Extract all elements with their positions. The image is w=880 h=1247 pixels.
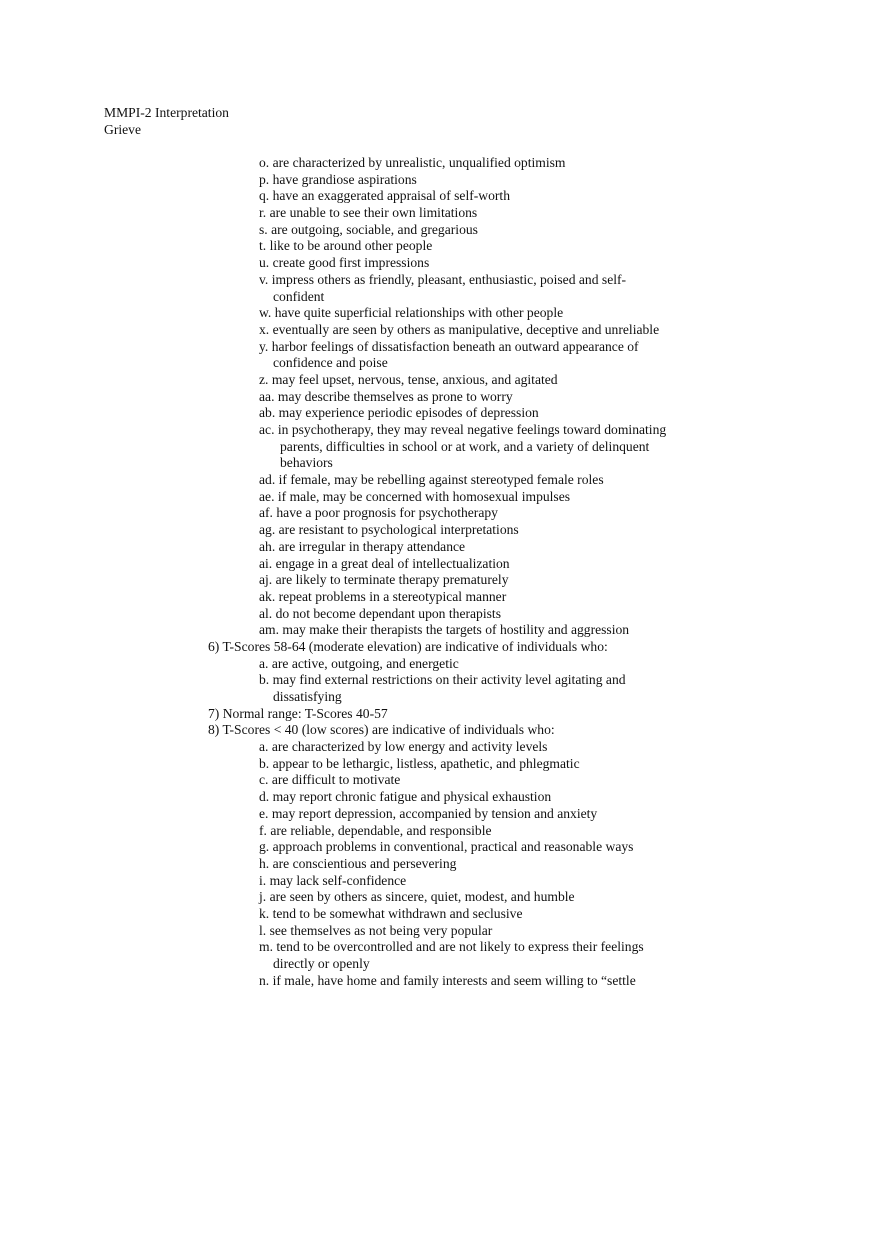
list-item-continuation: confidence and poise	[273, 355, 388, 371]
list-item: ah. are irregular in therapy attendance	[259, 538, 466, 554]
list-item: ab. may experience periodic episodes of depression	[259, 405, 539, 421]
list-item: aa. may describe themselves as prone to worry	[259, 388, 513, 404]
section-heading: 6) T-Scores 58-64 (moderate elevation) are indicative of individuals who:	[208, 638, 608, 654]
list-item: b. may find external restrictions on their activity level agitating and	[259, 672, 626, 688]
list-item: u. create good first impressions	[259, 255, 430, 271]
list-item: q. have an exaggerated appraisal of self-worth	[259, 188, 510, 204]
list-item: z. may feel upset, nervous, tense, anxious, and agitated	[259, 371, 558, 387]
list-item: r. are unable to see their own limitations	[259, 205, 478, 221]
list-item: m. tend to be overcontrolled and are not likely to express their feelings	[259, 939, 644, 955]
list-item: a. are active, outgoing, and energetic	[259, 655, 459, 671]
list-item: ae. if male, may be concerned with homosexual impulses	[259, 488, 571, 504]
list-item: c. are difficult to motivate	[259, 772, 401, 788]
list-item: am. may make their therapists the targets of hostility and aggression	[259, 622, 630, 638]
list-item: s. are outgoing, sociable, and gregarious	[259, 221, 478, 237]
list-item: w. have quite superficial relationships with other people	[259, 305, 564, 321]
list-item: o. are characterized by unrealistic, unqualified optimism	[259, 155, 566, 170]
list-item: y. harbor feelings of dissatisfaction beneath an outward appearance of	[259, 338, 639, 354]
list-item: ac. in psychotherapy, they may reveal negative feelings toward dominating	[259, 422, 667, 437]
list-item: ag. are resistant to psychological interpretations	[259, 522, 519, 538]
list-item: x. eventually are seen by others as manipulative, deceptive and unreliable	[259, 321, 660, 337]
list-item: t. like to be around other people	[259, 238, 433, 254]
list-item: h. are conscientious and persevering	[259, 855, 457, 871]
list-item: e. may report depression, accompanied by tension and anxiety	[259, 805, 598, 821]
list-item: aj. are likely to terminate therapy prematurely	[259, 572, 509, 588]
list-item: j. are seen by others as sincere, quiet, modest, and humble	[259, 889, 575, 905]
list-item: f. are reliable, dependable, and responsible	[259, 822, 492, 838]
list-item: al. do not become dependant upon therapists	[259, 605, 501, 621]
list-item: ak. repeat problems in a stereotypical manner	[259, 588, 507, 604]
section-heading: 8) T-Scores < 40 (low scores) are indicative of individuals who:	[208, 722, 555, 738]
list-item: k. tend to be somewhat withdrawn and seclusive	[259, 905, 523, 921]
list-item: ai. engage in a great deal of intellectualization	[259, 555, 510, 571]
document-title: MMPI-2 Interpretation	[104, 105, 229, 120]
list-item: n. if male, have home and family interests and seem willing to “settle	[259, 972, 636, 988]
list-item-continuation: directly or openly	[273, 956, 370, 971]
list-item: a. are characterized by low energy and activity levels	[259, 739, 548, 755]
interpretation-list	[0, 155, 880, 989]
list-item: af. have a poor prognosis for psychotherapy	[259, 505, 498, 521]
list-item-continuation: dissatisfying	[273, 689, 342, 704]
list-item: i. may lack self-confidence	[259, 872, 407, 888]
list-item-continuation: parents, difficulties in school or at work, and a variety of delinquent	[280, 438, 650, 454]
list-item-continuation: confident	[273, 288, 325, 304]
list-item: ad. if female, may be rebelling against stereotyped female roles	[259, 472, 604, 488]
list-item: g. approach problems in conventional, practical and reasonable ways	[259, 839, 634, 855]
list-item: l. see themselves as not being very popular	[259, 922, 493, 938]
list-item: v. impress others as friendly, pleasant, enthusiastic, poised and self-	[259, 271, 627, 287]
document-header	[104, 104, 229, 138]
list-item: b. appear to be lethargic, listless, apathetic, and phlegmatic	[259, 755, 580, 771]
document-author: Grieve	[104, 122, 141, 137]
list-item: p. have grandiose aspirations	[259, 171, 417, 187]
list-item-continuation: behaviors	[280, 455, 333, 471]
list-item: d. may report chronic fatigue and physical exhaustion	[259, 789, 552, 805]
section-heading: 7) Normal range: T-Scores 40-57	[208, 705, 388, 721]
